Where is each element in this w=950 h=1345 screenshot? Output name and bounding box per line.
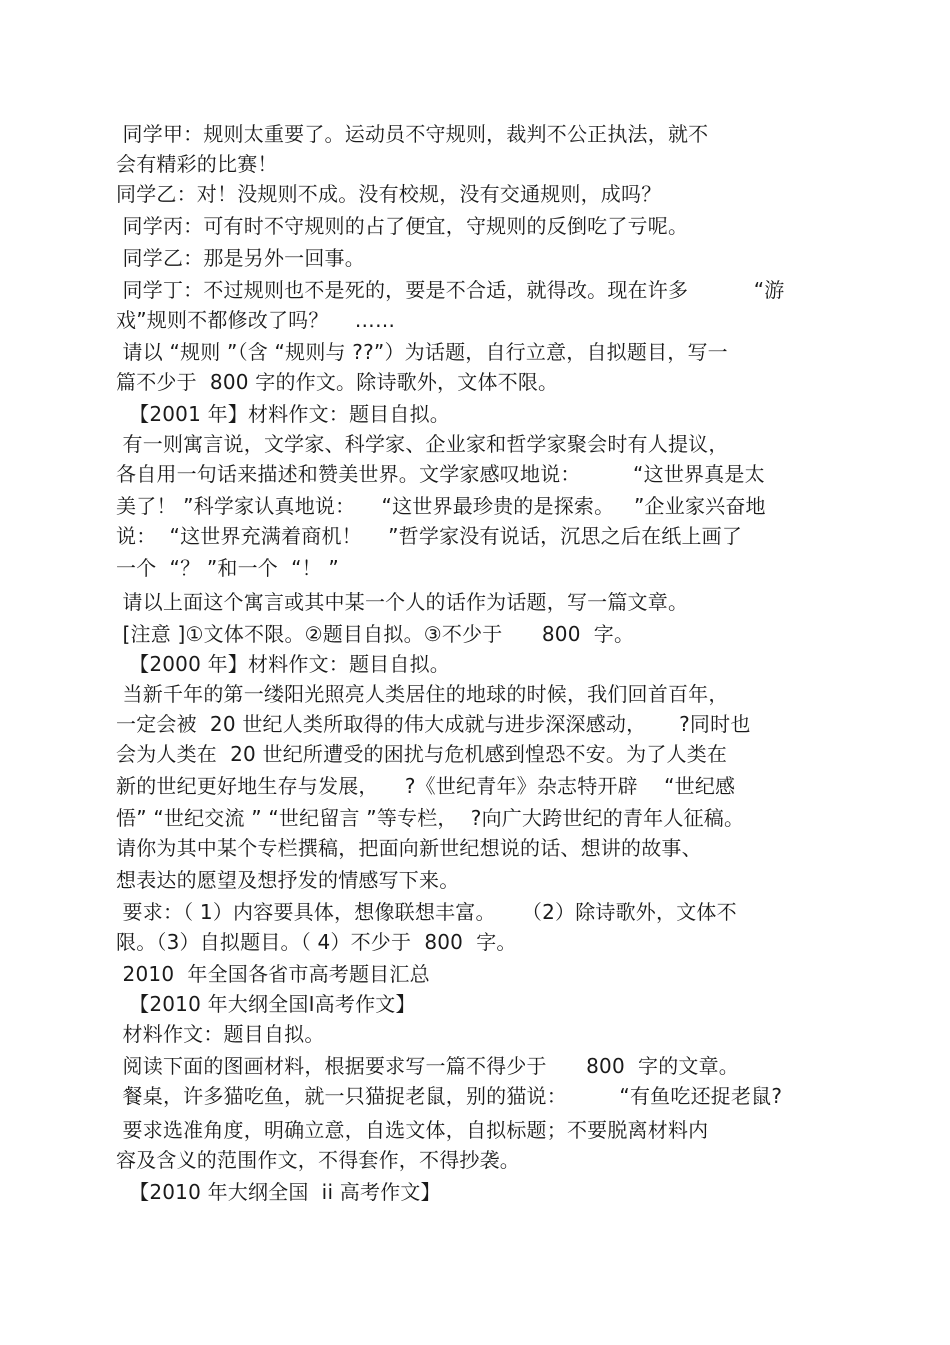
- section-heading: 【2010 年大纲全国 ii 高考作文】: [116, 1180, 441, 1204]
- text-line: 请以上面这个寓言或其中某一个人的话作为话题，写一篇文章。: [116, 590, 689, 614]
- text-line: 限。（3）自拟题目。（ 4）不少于 800 字。: [116, 930, 517, 954]
- text-line: 要求：（ 1）内容要具体，想像联想丰富。 （2）除诗歌外，文体不: [116, 900, 737, 924]
- text-line: 同学乙：对！没规则不成。没有校规，没有交通规则，成吗？: [116, 182, 662, 206]
- text-line: 各自用一句话来描述和赞美世界。文学家感叹地说： “这世界真是太: [116, 462, 765, 486]
- text-line: 同学甲：规则太重要了。运动员不守规则，裁判不公正执法，就不: [116, 122, 709, 146]
- text-line: 要求选准角度，明确立意，自选文体，自拟标题；不要脱离材料内: [116, 1118, 709, 1142]
- text-line: 当新千年的第一缕阳光照亮人类居住的地球的时候，我们回首百年，: [116, 682, 729, 706]
- text-line: 同学丙：可有时不守规则的占了便宜，守规则的反倒吃了亏呢。: [116, 214, 689, 238]
- text-line: [注意 ]①文体不限。②题目自拟。③不少于 800 字。: [116, 622, 635, 646]
- text-line: 有一则寓言说，文学家、科学家、企业家和哲学家聚会时有人提议，: [116, 432, 729, 456]
- text-line: 同学乙：那是另外一回事。: [116, 246, 365, 270]
- text-line: 篇不少于 800 字的作文。除诗歌外，文体不限。: [116, 370, 559, 394]
- text-line: 同学丁：不过规则也不是死的，要是不合适，就得改。现在许多 “游: [116, 278, 785, 302]
- section-heading: 【2010 年大纲全国Ⅰ高考作文】: [116, 992, 416, 1016]
- text-line: 一个 “？ ”和一个 “！ ”: [116, 556, 339, 580]
- text-line: 材料作文：题目自拟。: [116, 1022, 325, 1046]
- text-line: 请以 “规则 ”（含 “规则与 ??”）为话题，自行立意，自拟题目，写一: [116, 340, 728, 364]
- text-line: 想表达的愿望及想抒发的情感写下来。: [116, 868, 460, 892]
- text-line: 请你为其中某个专栏撰稿，把面向新世纪想说的话、想讲的故事、: [116, 836, 702, 860]
- text-line: 餐桌，许多猫吃鱼，就一只猫捉老鼠，别的猫说： “有鱼吃还捉老鼠?: [116, 1084, 783, 1108]
- section-heading: 【2000 年】材料作文：题目自拟。: [116, 652, 450, 676]
- section-heading: 【2001 年】材料作文：题目自拟。: [116, 402, 450, 426]
- text-line: 美了！ ”科学家认真地说： “这世界最珍贵的是探索。 ”企业家兴奋地: [116, 494, 766, 518]
- text-line: 会有精彩的比赛！: [116, 152, 278, 176]
- text-line: 说： “这世界充满着商机！ ”哲学家没有说话，沉思之后在纸上画了: [116, 524, 743, 548]
- section-heading: 2010 年全国各省市高考题目汇总: [116, 962, 430, 986]
- text-line: 容及含义的范围作文，不得套作，不得抄袭。: [116, 1148, 520, 1172]
- text-line: 阅读下面的图画材料，根据要求写一篇不得少于 800 字的文章。: [116, 1054, 739, 1078]
- text-line: 戏”规则不都修改了吗？ ……: [116, 308, 396, 332]
- text-line: 悟” “世纪交流 ” “世纪留言 ”等专栏， ?向广大跨世纪的青年人征稿。: [116, 806, 745, 830]
- text-line: 一定会被 20 世纪人类所取得的伟大成就与进步深深感动， ?同时也: [116, 712, 751, 736]
- text-line: 会为人类在 20 世纪所遭受的困扰与危机感到惶恐不安。为了人类在: [116, 742, 728, 766]
- text-line: 新的世纪更好地生存与发展， ?《世纪青年》杂志特开辟 “世纪感: [116, 774, 736, 798]
